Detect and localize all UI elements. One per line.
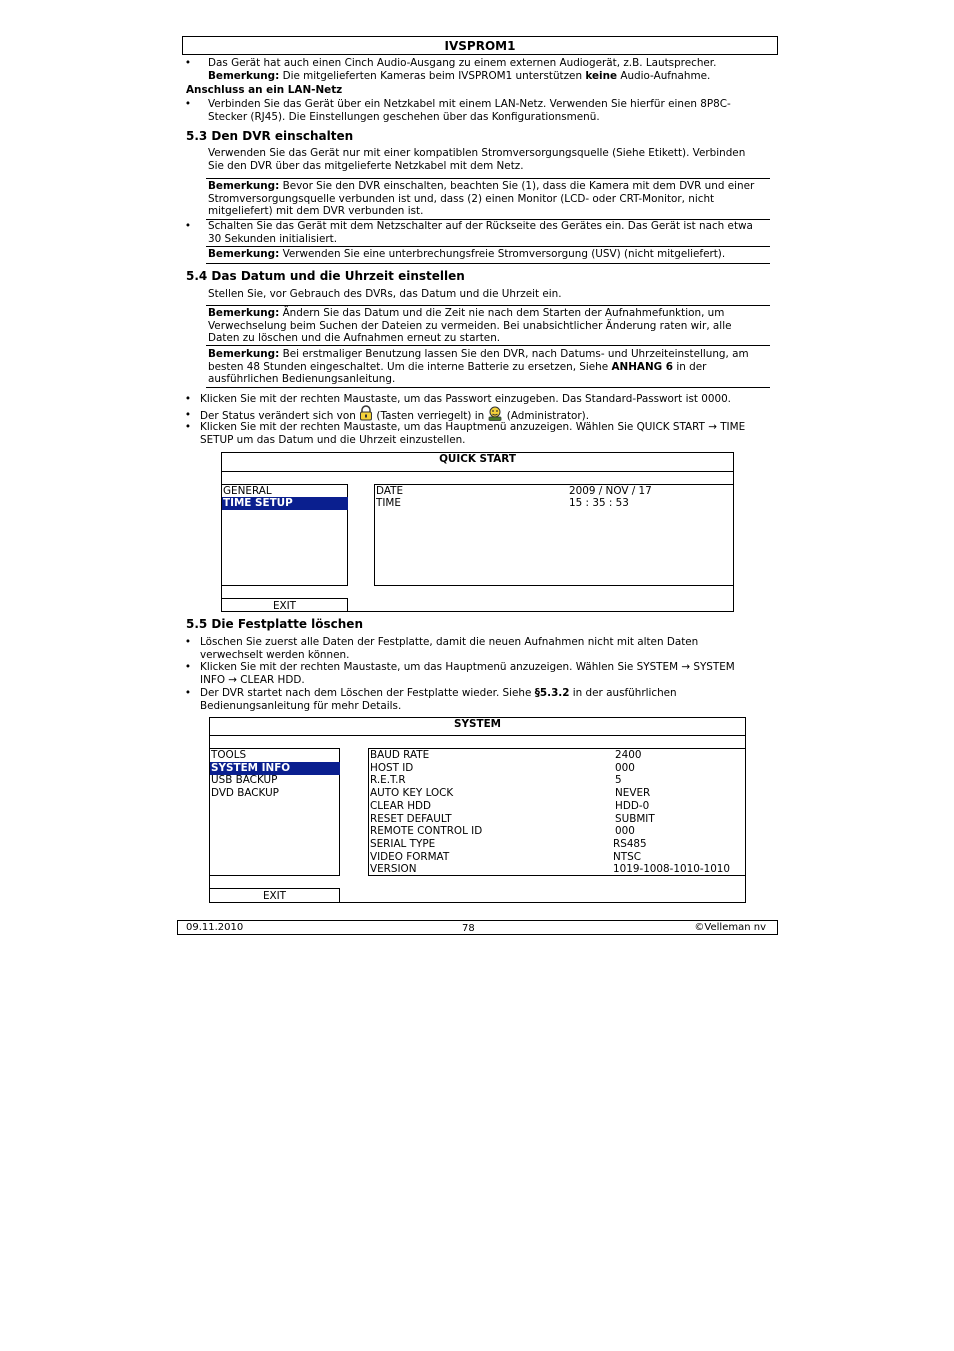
setting-value-video-format[interactable]: NTSC [613,850,641,863]
setting-value-clear-hdd[interactable]: HDD-0 [615,799,650,812]
setting-label: R.E.T.R [370,774,406,787]
section-heading-5-4: 5.4 Das Datum und die Uhrzeit einstellen [186,269,465,283]
s54-note-2: Bemerkung: Bei erstmaliger Benutzung lassen Sie den DVR, nach Datums- und Uhrzeiteinstellung, am besten 48 Stunden eingeschaltet. Um die interne Batterie zu ersetzen, Siehe ANHANG 6 in der ausführlichen Bedienungsanleitung. [208,348,749,386]
bullet: • [184,421,192,433]
header-title: IVSPROM1 [444,39,516,53]
section-heading-5-3: 5.3 Den DVR einschalten [186,129,354,143]
footer-copyright: ©Velleman nv [694,922,766,933]
system-settings-labels [370,749,482,876]
s53-paragraph: Verwenden Sie das Gerät nur mit einer kompatiblen Stromversorgungsquelle (Siehe Etikett). Verbinden Sie den DVR über das mitgelieferte Netzkabel mit dem Netz. [208,147,746,172]
divider [209,735,746,736]
bullet: • [184,687,192,699]
setting-label: SERIAL TYPE [370,837,436,850]
setting-value-baud-rate[interactable]: 2400 [615,749,642,761]
s54-status-bullet: Der Status verändert sich von (Tasten verriegelt) in (Administrator). [200,405,589,428]
system-settings-values [615,749,730,876]
system-menu-item-tools[interactable]: TOOLS [211,749,247,761]
setting-label: REMOTE CONTROL ID [370,825,483,838]
bullet: • [184,661,192,673]
setting-value-serial-type[interactable]: RS485 [613,837,647,850]
setting-label-date: DATE [376,485,404,497]
system-exit-button[interactable]: EXIT [209,888,340,903]
setting-label: VIDEO FORMAT [370,850,450,863]
quickstart-title: QUICK START [439,453,516,465]
setting-label-time: TIME [376,497,401,509]
setting-value-time[interactable]: 15 : 35 : 53 [569,497,629,509]
setting-label: VERSION [370,863,417,876]
setting-label: RESET DEFAULT [370,812,452,825]
divider [206,387,770,388]
setting-label: AUTO KEY LOCK [370,787,454,800]
quickstart-exit-button[interactable]: EXIT [221,598,348,612]
divider [206,263,770,264]
s55-bullet-2: Klicken Sie mit der rechten Maustaste, um das Hauptmenü anzuzeigen. Wählen Sie SYSTEM → SYSTEM INFO → CLEAR HDD. [200,661,735,686]
setting-value-host-id[interactable]: 000 [615,761,635,774]
section-heading-5-5: 5.5 Die Festplatte löschen [186,617,363,631]
system-title: SYSTEM [453,718,502,730]
s54-paragraph: Stellen Sie, vor Gebrauch des DVRs, das Datum und die Uhrzeit ein. [208,288,562,300]
setting-label: CLEAR HDD [370,799,432,812]
setting-value-reset-default[interactable]: SUBMIT [615,812,655,825]
quickstart-menu-item-general[interactable]: GENERAL [223,485,272,497]
quickstart-settings-panel [374,484,734,586]
page-footer [177,920,778,935]
setting-value-remote-control-id[interactable]: 000 [615,825,635,838]
bullet: • [184,220,192,232]
intro-audio-paragraph: Das Gerät hat auch einen Cinch Audio-Ausgang zu einem externen Audiogerät, z.B. Lautsprecher. Bemerkung: Die mitgelieferten Kameras beim IVSPROM1 unterstützen keine Audio-Aufnahme. [208,57,717,82]
divider [206,246,770,247]
bullet: • [184,393,192,405]
bullet: • [184,636,192,648]
divider [206,345,770,346]
s54-menu-bullet: Klicken Sie mit der rechten Maustaste, um das Hauptmenü anzuzeigen. Wählen Sie QUICK START → TIME SETUP um das Datum und die Uhrzeit einzustellen. [200,421,746,446]
setting-value-version: 1019-1008-1010-1010 [613,863,731,876]
s53-power-bullet: Schalten Sie das Gerät mit dem Netzschalter auf der Rückseite des Gerätes ein. Das Gerät ist nach etwa 30 Sekunden initialisiert. [208,220,753,245]
setting-label: HOST ID [370,761,414,774]
quickstart-menu-item-time-setup[interactable]: TIME SETUP [222,497,348,510]
s53-note-2: Bemerkung: Verwenden Sie eine unterbrechungsfreie Stromversorgung (USV) (nicht mitgeliefert). [208,248,726,260]
setting-label: BAUD RATE [370,749,430,761]
s55-bullet-3: Der DVR startet nach dem Löschen der Festplatte wieder. Siehe §5.3.2 in der ausführlichen Bedienungsanleitung für mehr Details. [200,687,677,712]
bullet: • [184,409,192,421]
setting-value-retr[interactable]: 5 [615,774,622,787]
footer-date: 09.11.2010 [186,922,244,933]
s54-note-1: Bemerkung: Ändern Sie das Datum und die Zeit nie nach dem Starten der Aufnahmefunktion, um Verwechselung beim Suchen der Dateien zu vermeiden. Bei unabsichtlicher Änderung raten wir, alle Daten zu löschen und die Aufnahmen erneut zu starten. [208,307,732,345]
bullet: • [184,57,192,69]
system-menu-item-system-info[interactable]: SYSTEM INFO [210,762,340,775]
footer-page-number: 78 [462,923,475,934]
setting-value-auto-key-lock[interactable]: NEVER [615,787,651,800]
s54-password-bullet: Klicken Sie mit der rechten Maustaste, um das Passwort einzugeben. Das Standard-Passwort ist 0000. [200,393,731,405]
lan-paragraph: Verbinden Sie das Gerät über ein Netzkabel mit einem LAN-Netz. Verwenden Sie hierfür einen 8P8C- Stecker (RJ45). Die Einstellungen geschehen über das Konfigurationsmenü. [208,98,731,123]
bullet: • [184,98,192,110]
s53-note-1: Bemerkung: Bevor Sie den DVR einschalten, beachten Sie (1), dass die Kamera mit dem DVR und einer Stromversorgungsquelle verbunden ist und, dass (2) einen Monitor (LCD- oder CRT-Monitor, nicht mitgeliefert) mit dem DVR verbunden ist. [208,180,755,218]
divider [206,178,770,179]
divider [206,305,770,306]
system-menu-item-usb-backup[interactable]: USB BACKUP [211,774,278,786]
s55-bullet-1: Löschen Sie zuerst alle Daten der Festplatte, damit die neuen Aufnahmen nicht mit alten Daten verwechselt werden können. [200,636,699,661]
page-header [182,36,778,55]
divider [221,471,734,472]
setting-value-date[interactable]: 2009 / NOV / 17 [569,485,652,497]
lan-heading: Anschluss an ein LAN-Netz [186,84,343,96]
system-menu-item-dvd-backup[interactable]: DVD BACKUP [211,787,279,799]
